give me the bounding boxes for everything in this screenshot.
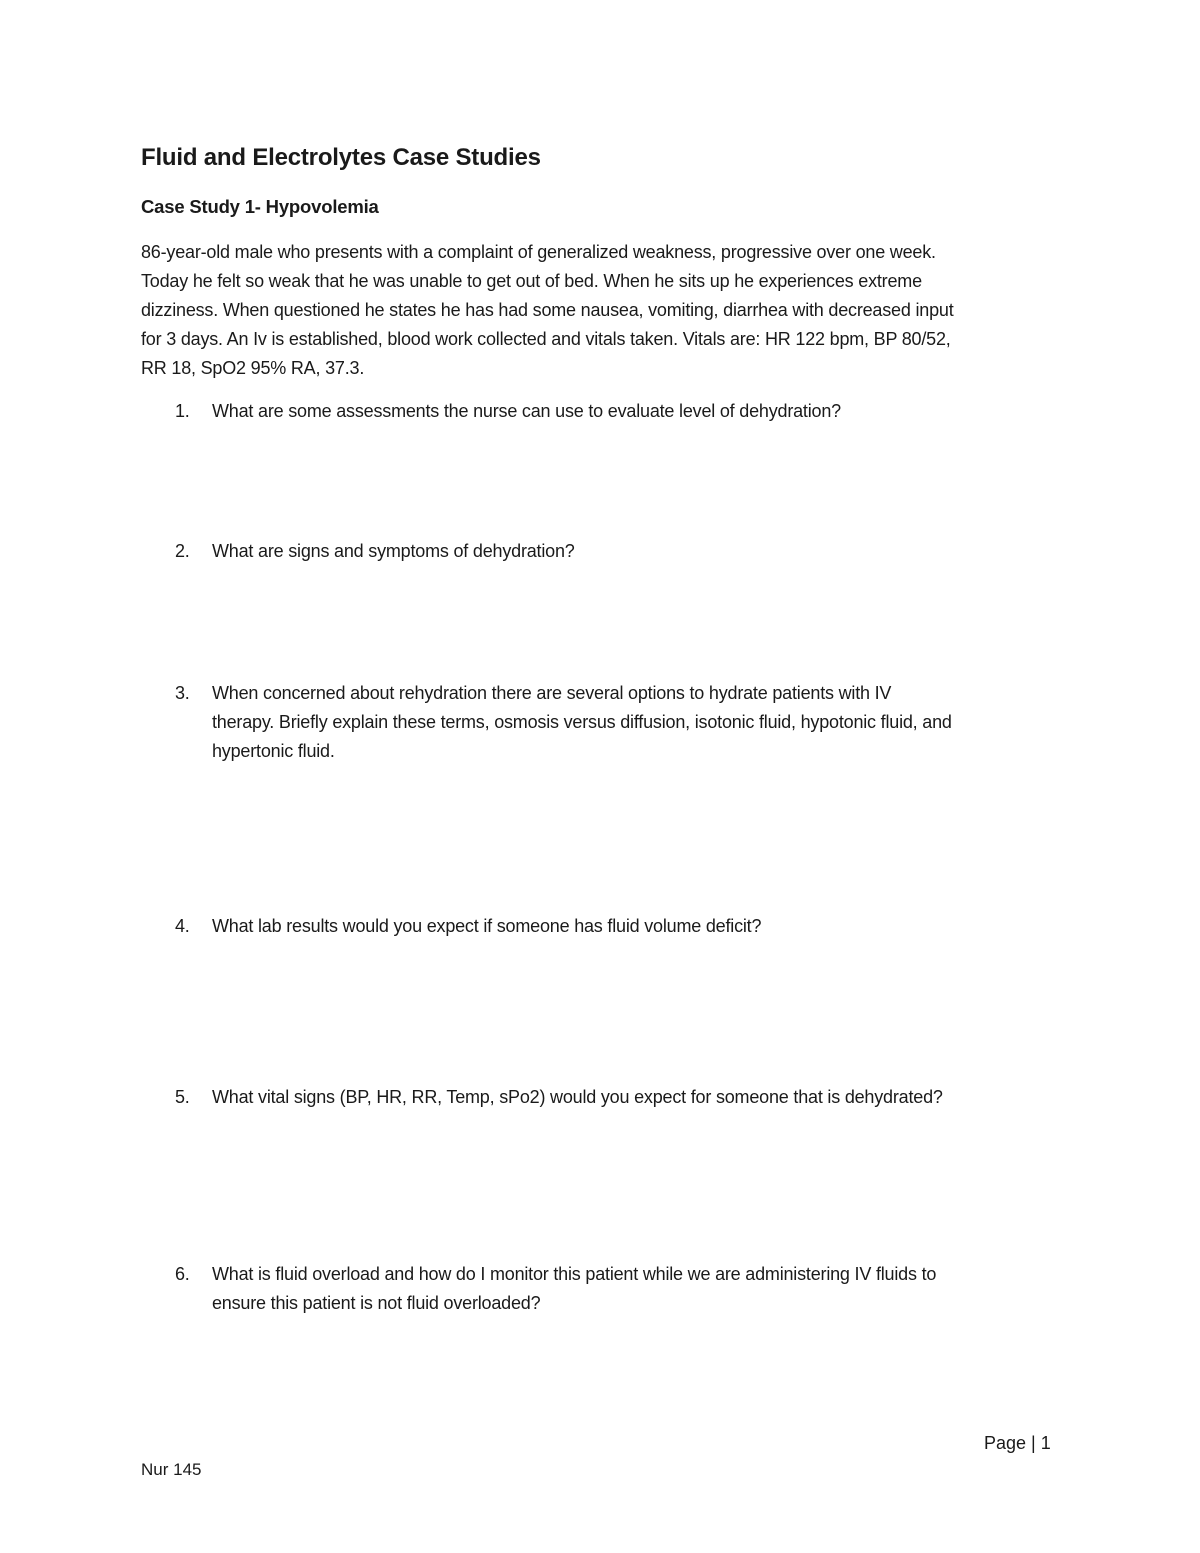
question-line: therapy. Briefly explain these terms, osmosis versus diffusion, isotonic fluid, hypotonic fluid, and (212, 712, 952, 732)
question-line: What are some assessments the nurse can use to evaluate level of dehydration? (212, 401, 841, 421)
intro-line: for 3 days. An Iv is established, blood work collected and vitals taken. Vitals are: HR 122 bpm, BP 80/52, (141, 329, 951, 349)
question-line: ensure this patient is not fluid overloaded? (212, 1293, 541, 1313)
question-text (212, 397, 1072, 426)
question-text (212, 537, 1072, 566)
question-text (212, 679, 1072, 766)
question-number: 3. (175, 683, 190, 703)
intro-line: RR 18, SpO2 95% RA, 37.3. (141, 358, 365, 378)
question-number: 5. (175, 1087, 190, 1107)
question-line: When concerned about rehydration there are several options to hydrate patients with IV (212, 683, 892, 703)
question-number: 4. (175, 916, 190, 936)
page-number: Page | 1 (984, 1433, 1051, 1453)
question-number: 1. (175, 401, 190, 421)
intro-line: dizziness. When questioned he states he has had some nausea, vomiting, diarrhea with decreased input (141, 300, 954, 320)
intro-line: 86-year-old male who presents with a complaint of generalized weakness, progressive over one week. (141, 242, 936, 262)
question-line: hypertonic fluid. (212, 741, 335, 761)
question-line: What are signs and symptoms of dehydration? (212, 541, 575, 561)
question-text (212, 1260, 1072, 1318)
case-intro-paragraph (141, 238, 1061, 383)
question-line: What lab results would you expect if someone has fluid volume deficit? (212, 916, 762, 936)
intro-line: Today he felt so weak that he was unable to get out of bed. When he sits up he experiences extreme (141, 271, 922, 291)
question-line: What is fluid overload and how do I monitor this patient while we are administering IV fluids to (212, 1264, 937, 1284)
course-code: Nur 145 (141, 1460, 202, 1479)
question-line: What vital signs (BP, HR, RR, Temp, sPo2) would you expect for someone that is dehydrated? (212, 1087, 943, 1107)
document-title: Fluid and Electrolytes Case Studies (141, 144, 541, 171)
question-number: 2. (175, 541, 190, 561)
question-text (212, 1083, 1072, 1112)
question-number: 6. (175, 1264, 190, 1284)
case-study-heading: Case Study 1- Hypovolemia (141, 196, 379, 217)
question-text (212, 912, 1072, 941)
